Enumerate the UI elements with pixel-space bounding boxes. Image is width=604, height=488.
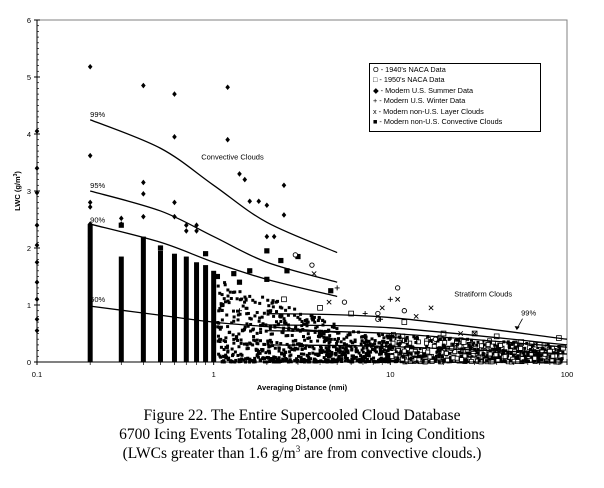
legend-item-1940s-naca: O - 1940's NACA Data [373,65,446,74]
svg-text:4: 4 [26,130,31,139]
svg-text:2: 2 [26,244,31,253]
svg-text:50%: 50% [90,295,106,305]
caption-line-3: (LWCs greater than 1.6 $g/m^3$ are from convective clouds.) [122,444,482,462]
svg-text:0: 0 [26,358,31,367]
svg-text:Stratiform Clouds: Stratiform Clouds [454,289,513,299]
svg-text:LWC (g/m3): LWC $(g/m^3)$ [13,171,22,211]
svg-text:Convective Clouds: Convective Clouds [201,152,264,162]
svg-text:1: 1 [26,301,31,310]
svg-text:99%: 99% [90,109,106,119]
svg-text:10: 10 [386,370,395,379]
legend-item-us-winter: + - Modern U.S. Winter Data [373,96,466,106]
caption-line-2: 6700 Icing Events Totaling 28,000 nmi in Icing Conditions [119,426,485,443]
svg-text:6: 6 [26,16,31,25]
svg-text:99%: 99% [521,308,537,318]
legend-item-us-summer: ◆ - Modern U.S. Summer Data [373,85,474,95]
svg-text:Averaging Distance (nmi): Averaging Distance (nmi) [256,383,348,392]
legend-item-1950s-naca: □ - 1950's NACA Data [373,75,445,85]
caption-line-1: Figure 22. The Entire Supercooled Cloud Database [143,407,461,424]
legend [369,63,541,132]
svg-text:95%: 95% [90,181,106,191]
legend-item-non-us-convective: ■ - Modern non-U.S. Convective Clouds [373,117,503,127]
svg-text:100: 100 [560,370,574,379]
svg-text:90%: 90% [90,215,106,225]
legend-item-non-us-layer: x - Modern non-U.S. Layer Clouds [373,106,484,116]
svg-text:3: 3 [26,187,31,196]
figure-caption [0,406,604,463]
svg-text:1: 1 [211,370,216,379]
svg-text:5: 5 [26,73,31,82]
svg-text:0.1: 0.1 [31,370,43,379]
